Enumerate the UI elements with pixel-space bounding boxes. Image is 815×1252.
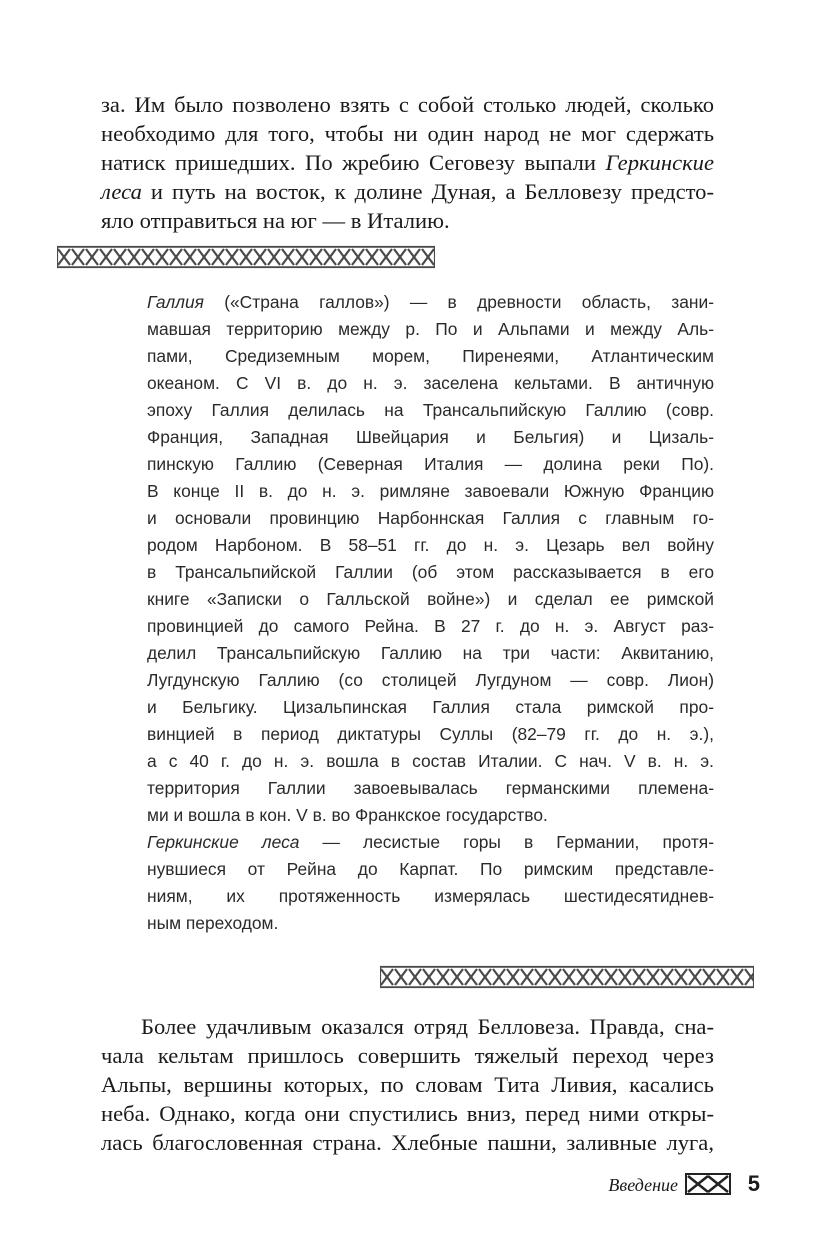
ornament-top (57, 244, 435, 270)
page-number: 5 (747, 1171, 760, 1196)
text-line: Более удачливым оказался отряд Белловеза. Правда, сна- (141, 1014, 714, 1039)
main-text-bottom (101, 1012, 714, 1157)
note-line: мавшая территорию между р. По и Альпами и между Аль- (147, 319, 714, 339)
text-line: яло отправиться на юг — в Италию. (101, 208, 450, 233)
note-line: Лугдунскую Галлию (со столицей Лугдуном — совр. Лион) (147, 670, 714, 690)
note-line: нувшиеся от Рейна до Карпат. По римским представле- (147, 859, 714, 879)
note-line: пинскую Галлию (Северная Италия — долина реки По). (147, 454, 714, 474)
text-line: Альпы, вершины которых, по словам Тита Ливия, касались (101, 1072, 714, 1097)
note-line: Франция, Западная Швейцария и Бельгия) и Цизаль- (147, 427, 714, 447)
note-line: делил Трансальпийскую Галлию на три части: Аквитанию, (147, 643, 714, 663)
note-line: и Бельгику. Цизальпинская Галлия стала римской про- (147, 697, 714, 717)
info-note (147, 289, 714, 937)
section-title: Введение (608, 1175, 678, 1195)
text-line: лась благословенная страна. Хлебные пашни, заливные луга, (101, 1130, 714, 1155)
text-line: натиск пришедших. По жребию Сеговезу выпали Геркинские (101, 150, 714, 175)
note-term: Геркинские леса (147, 832, 300, 852)
note-line: винцией в период диктатуры Суллы (82–79 гг. до н. э.), (147, 724, 714, 744)
text-line: чала кельтам пришлось совершить тяжелый переход через (101, 1043, 714, 1068)
note-line: территория Галлии завоевывалась германскими племена- (147, 778, 714, 798)
italic-term: Геркинские (605, 150, 714, 175)
note-line: Геркинские леса — лесистые горы в Германии, протя- (147, 832, 714, 852)
note-line: а с 40 г. до н. э. вошла в состав Италии. С нач. V в. н. э. (147, 751, 714, 771)
italic-term: леса (101, 179, 142, 204)
note-line: океаном. С VI в. до н. э. заселена кельтами. В античную (147, 373, 714, 393)
note-line: ным переходом. (147, 913, 279, 933)
knot-icon (685, 1173, 731, 1200)
note-line: и основали провинцию Нарбоннская Галлия с главным го- (147, 508, 714, 528)
text-line: за. Им было позволено взять с собой столько людей, сколько (101, 92, 714, 117)
note-term: Галлия (147, 292, 204, 312)
note-line: родом Нарбоном. В 58–51 гг. до н. э. Цезарь вел войну (147, 535, 714, 555)
note-line: ми и вошла в кон. V в. во Франкское государство. (147, 805, 548, 825)
note-line: В конце II в. до н. э. римляне завоевали Южную Францию (147, 481, 714, 501)
note-line: пами, Средиземным морем, Пиренеями, Атлантическим (147, 346, 714, 366)
note-line: в Трансальпийской Галлии (об этом рассказывается в его (147, 562, 714, 582)
note-line: ниям, их протяженность измерялась шестидесятиднев- (147, 886, 714, 906)
main-text-top (101, 90, 714, 235)
ornament-bottom (380, 964, 754, 990)
page-footer (560, 1170, 760, 1200)
text-line: необходимо для того, чтобы ни один народ не мог сдержать (101, 121, 714, 146)
note-line: Галлия («Страна галлов») — в древности область, зани- (147, 292, 714, 312)
text-line: неба. Однако, когда они спустились вниз, перед ними откры- (101, 1101, 714, 1126)
note-line: эпоху Галлия делилась на Трансальпийскую Галлию (совр. (147, 400, 714, 420)
note-line: провинцией до самого Рейна. В 27 г. до н. э. Август раз- (147, 616, 714, 636)
note-line: книге «Записки о Галльской войне») и сделал ее римской (147, 589, 714, 609)
text-line: леса и путь на восток, к долине Дуная, а Белловезу предсто- (101, 179, 714, 204)
